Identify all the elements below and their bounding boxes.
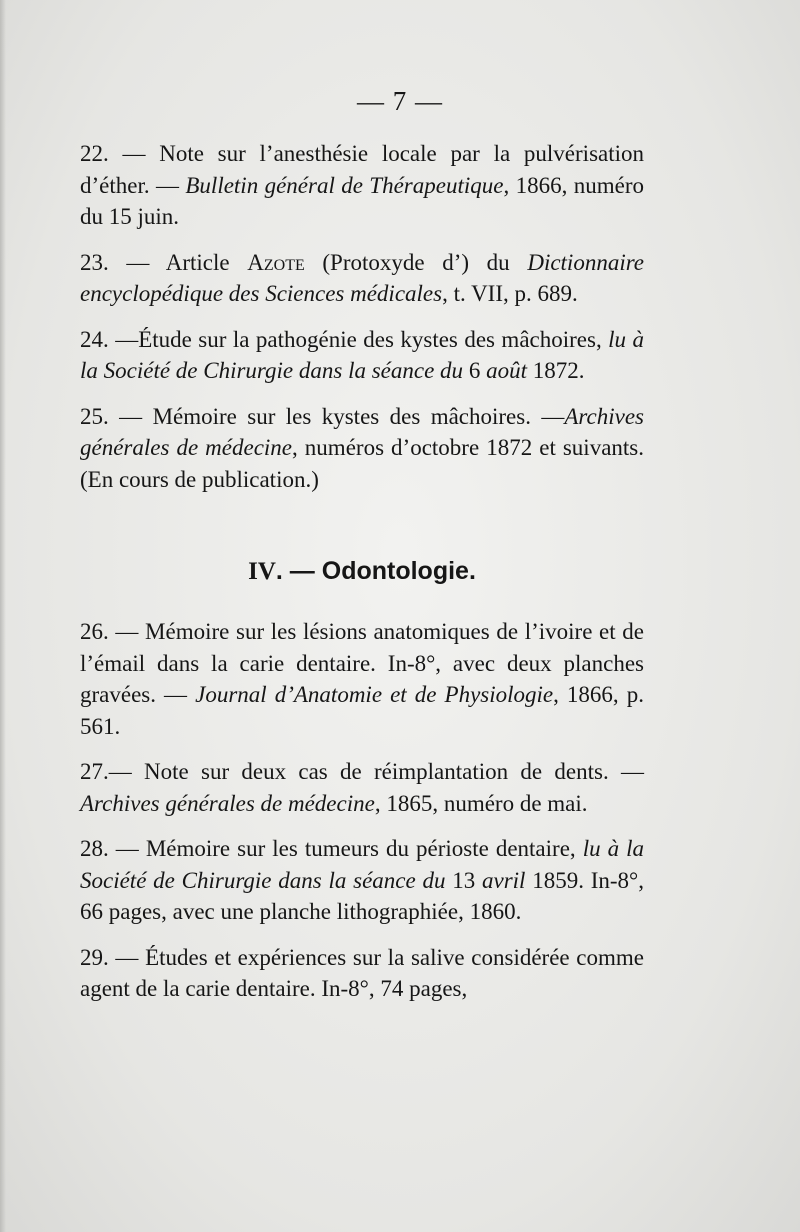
entry-italic-text: lu à la Société de Chirurgie dans la séance du [80, 326, 644, 383]
entry-separator: — [108, 619, 146, 644]
entry-separator: — [108, 759, 145, 784]
entry-text: , t. VII, p. 689. [442, 281, 578, 306]
entry-number: 25. [80, 403, 109, 429]
bibliography-entry [80, 247, 644, 310]
entry-text: , numéros d’octobre 1872 et suivants. (En cours de publication.) [80, 435, 644, 492]
entry-text: , 1866, numéro du 15 juin. [80, 172, 644, 229]
entry-text: 6 [463, 358, 487, 383]
entry-number: 29. [80, 944, 109, 970]
entry-text: Études et expériences sur la salive considérée comme agent de la carie dentaire. In-8°, 74 pages, [80, 944, 644, 1001]
entry-italic-text: Bulletin général de Thérapeutique [185, 172, 504, 198]
entry-text: Mémoire sur les tumeurs du périoste dentaire, [145, 836, 583, 861]
entry-separator: — [108, 141, 160, 166]
entry-italic-text: Dictionnaire encyclopédique des Sciences médicales [80, 249, 645, 306]
bibliography-entry [80, 756, 644, 819]
page-number: — 7 — [357, 86, 443, 116]
bibliography-entry [80, 401, 644, 496]
entry-text: Article [165, 249, 248, 275]
entry-separator: — [108, 403, 153, 429]
entry-number: 28. [80, 836, 109, 861]
entry-number: 22. [80, 141, 109, 166]
entry-text: Note sur deux cas de réimplantation de dents. — [144, 759, 644, 784]
entry-text: Mémoire sur les lésions anatomiques de l’ivoire et de l’émail dans la carie dentaire. In-8°, avec deux planches gravées. — [80, 619, 645, 707]
entry-italic-text: Archives générales de médecine [80, 403, 644, 460]
entry-text: Étude sur la pathogénie des kystes des mâchoires, [138, 326, 609, 352]
entries-group-2 [80, 616, 644, 1005]
entry-text: , 1866, p. 561. [80, 682, 644, 739]
entry-text: 13 [445, 867, 482, 893]
entry-text: , 1865, numéro de mai. [374, 790, 588, 816]
section-heading [80, 557, 644, 586]
entry-text: Azote [247, 249, 305, 275]
entry-separator: — [108, 836, 146, 861]
bibliography-entry [80, 138, 644, 233]
bibliography-entry [80, 616, 644, 742]
entry-separator: — [108, 944, 146, 970]
entry-text: Mémoire sur les kystes des mâchoires. — [152, 403, 565, 429]
entry-number: 24. [80, 326, 109, 352]
entry-italic-text: lu à la Société de Chirurgie dans la séance du [80, 836, 645, 893]
entry-italic-text: Archives générales de médecine [80, 790, 375, 816]
entry-number: 26. [80, 619, 109, 644]
section-roman-numeral: IV [248, 558, 276, 585]
entry-separator: — [108, 326, 139, 352]
entries-group-1 [80, 138, 644, 495]
bibliography-entry [80, 833, 644, 928]
bibliography-entry [80, 324, 644, 387]
entry-text: (Protoxyde d’) du [304, 249, 528, 275]
entry-separator: — [108, 249, 166, 275]
bibliography-entry [80, 942, 644, 1005]
page-content [80, 138, 644, 1019]
entry-italic-text: août [486, 358, 527, 383]
entry-text: Note sur l’anesthésie locale par la pulvérisation d’éther. — [80, 141, 645, 198]
section-separator: . — [275, 557, 322, 585]
entry-number: 27. [80, 759, 109, 784]
entry-italic-text: avril [482, 867, 526, 893]
page-edge-shadow [0, 0, 6, 1232]
section-title: Odontologie. [321, 557, 476, 585]
entry-italic-text: Journal d’Anatomie et de Physiologie [195, 682, 554, 707]
entry-text: 1872. [526, 358, 585, 383]
entry-number: 23. [80, 249, 109, 275]
entry-text: 1859. In-8°, 66 pages, avec une planche lithographiée, 1860. [80, 867, 644, 924]
